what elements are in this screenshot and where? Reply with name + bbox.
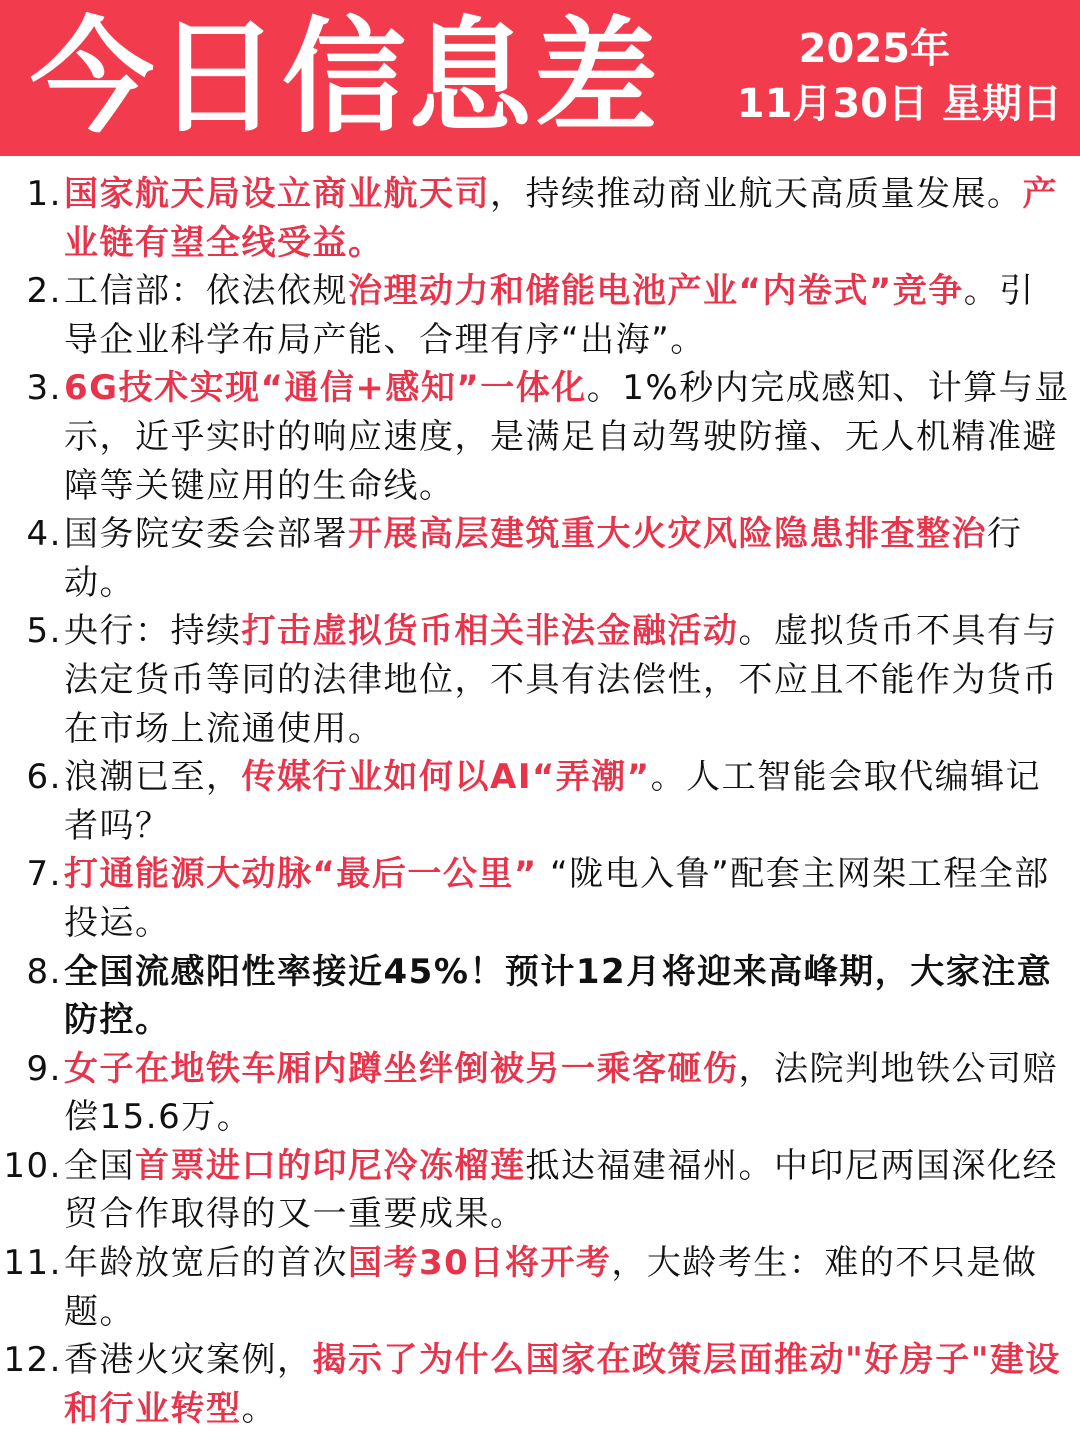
header-banner <box>0 0 1080 156</box>
news-item-number: 8. <box>26 951 62 992</box>
date-day: 11月30日 星期日 <box>736 81 1062 127</box>
news-highlight-text: 首票进口的印尼冷冻榴莲 <box>135 1145 526 1186</box>
news-item <box>0 170 1070 267</box>
news-item <box>0 1336 1070 1433</box>
news-item <box>0 607 1070 753</box>
news-item-number: 12. <box>3 1340 62 1381</box>
news-text: 全国流感阳性率接近45%！预计12月将迎来高峰期，大家注意防控。 <box>64 951 1053 1041</box>
news-item-number: 5. <box>26 611 62 652</box>
news-highlight-text: 国家航天局设立商业航天司 <box>64 174 490 214</box>
news-item <box>0 1142 1070 1239</box>
news-text: 行动。 <box>64 514 1023 603</box>
news-item-number: 10. <box>3 1145 62 1186</box>
news-list <box>0 156 1080 1433</box>
news-item <box>0 753 1070 850</box>
news-item-number: 4. <box>26 514 62 555</box>
news-item <box>0 510 1070 607</box>
news-highlight-text: 打通能源大动脉“最后一公里” <box>64 854 538 895</box>
news-item-number: 11. <box>3 1243 62 1284</box>
news-item <box>0 364 1070 510</box>
news-highlight-text: 揭示了为什么国家在政策层面推动"好房子"建设和行业转型 <box>64 1340 1061 1429</box>
news-text: 年龄放宽后的首次 <box>64 1243 348 1284</box>
news-highlight-text: 开展高层建筑重大火灾风险隐患排查整治 <box>348 514 987 555</box>
news-text: 香港火灾案例， <box>64 1340 313 1381</box>
news-highlight-text: 产业链有望全线受益。 <box>64 174 1058 263</box>
news-text: ，大龄考生：难的不只是做题。 <box>64 1243 1038 1332</box>
news-item-number: 1. <box>26 174 62 214</box>
page-title: 今日信息差 <box>30 6 661 150</box>
news-item <box>0 1239 1070 1336</box>
news-item <box>0 1045 1070 1142</box>
news-text: “陇电入鲁”配套主网架工程全部投运。 <box>64 854 1050 943</box>
news-text: 工信部：依法依规 <box>64 271 348 312</box>
news-text: 。引导企业科学布局产能、合理有序“出海”。 <box>64 271 1035 360</box>
news-text: 浪潮已至， <box>64 757 242 798</box>
news-item <box>0 267 1070 364</box>
news-item-number: 7. <box>26 854 62 895</box>
news-highlight-text: 治理动力和储能电池产业“内卷式”竞争 <box>348 271 964 312</box>
news-text: 。虚拟货币不具有与法定货币等同的法律地位，不具有法偿性，不应且不能作为货币在市场上流通使用。 <box>64 611 1058 749</box>
news-text: 抵达福建福州。中印尼两国深化经贸合作取得的又一重要成果。 <box>64 1145 1058 1235</box>
news-item-number: 3. <box>26 368 62 409</box>
news-text: 。人工智能会取代编辑记者吗？ <box>64 757 1042 846</box>
news-item-number: 9. <box>26 1048 62 1089</box>
news-highlight-text: 打击虚拟货币相关非法金融活动 <box>241 611 739 652</box>
date-block <box>737 24 1062 134</box>
news-text: 央行：持续 <box>64 611 242 652</box>
news-text: 国务院安委会部署 <box>64 514 348 555</box>
news-item-number: 6. <box>26 757 62 798</box>
news-highlight-text: 女子在地铁车厢内蹲坐绊倒被另一乘客砸伤 <box>64 1048 739 1089</box>
news-text: ，法院判地铁公司赔偿15.6万。 <box>64 1048 1058 1138</box>
news-text: 全国 <box>64 1145 135 1186</box>
news-highlight-text: 6G技术实现“通信+感知”一体化 <box>64 368 587 409</box>
news-item <box>0 948 1070 1045</box>
date-year: 2025年 <box>798 26 950 72</box>
news-highlight-text: 传媒行业如何以AI“弄潮” <box>241 757 651 798</box>
news-text: 。 <box>241 1388 277 1429</box>
news-highlight-text: 国考30日将开考 <box>348 1243 612 1284</box>
news-text: 。1%秒内完成感知、计算与显示，近乎实时的响应速度，是满足自动驾驶防撞、无人机精准避障等关键应用的生命线。 <box>64 368 1070 506</box>
news-text: ，持续推动商业航天高质量发展。 <box>490 174 1023 214</box>
news-item-number: 2. <box>26 271 62 312</box>
news-item <box>0 850 1070 947</box>
